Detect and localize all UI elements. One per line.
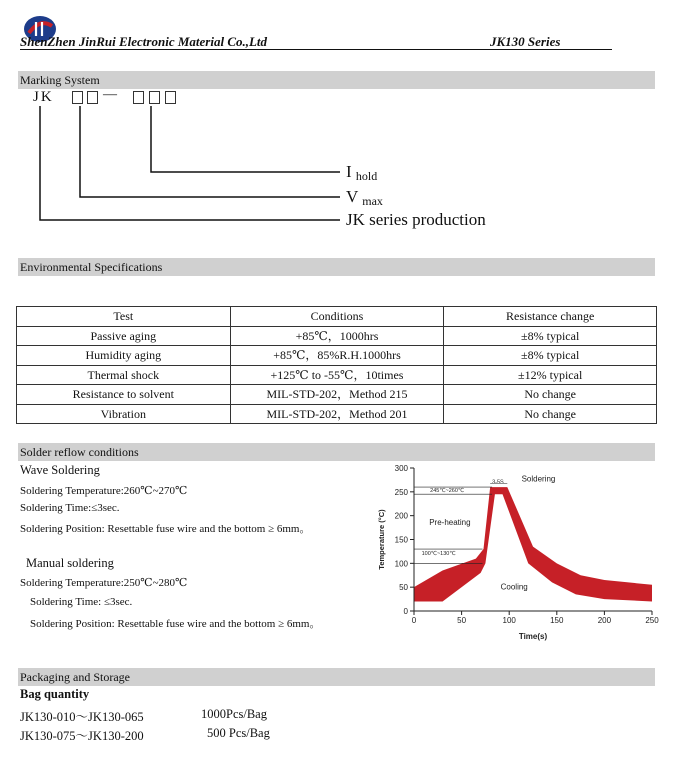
chart-annotation: 100℃~130℃ [421, 550, 456, 557]
environment-section-title: Environmental Specifications [18, 258, 655, 276]
table-header-row [17, 307, 657, 327]
wave-soldering-time: Soldering Time:≤3sec. [20, 502, 120, 514]
environment-table [16, 306, 657, 424]
y-tick-label: 200 [394, 511, 408, 521]
company-name: ShenZhen JinRui Electronic Material Co.,Ltd [20, 34, 268, 49]
y-tick-label: 100 [394, 559, 408, 569]
table-row [17, 346, 657, 366]
x-axis-label: Time(s) [518, 632, 548, 641]
manual-soldering-position: Soldering Position: Resettable fuse wire and the bottom ≥ 6mm。 [30, 618, 321, 630]
x-tick-label: 200 [597, 616, 612, 625]
bag-qty-2: 500 Pcs/Bag [207, 726, 270, 740]
y-tick-label: 0 [403, 607, 408, 616]
marking-leader-lines [0, 0, 675, 240]
x-tick-label: 0 [411, 616, 417, 625]
marking-section-title: Marking System [18, 71, 655, 89]
cell-conditions: MIL-STD-202，Method 201 [230, 404, 444, 424]
chart-annotation: Cooling [500, 582, 528, 592]
bag-range-2: JK130-075～JK130-200 [20, 729, 144, 743]
chart-annotation: Pre-heating [429, 518, 471, 528]
bag-range-1: JK130-010～JK130-065 [20, 710, 144, 724]
cell-test: Vibration [17, 404, 231, 424]
y-axis-label: Temperature (°C) [377, 509, 386, 570]
wave-soldering-heading: Wave Soldering [20, 463, 100, 477]
y-tick-label: 50 [399, 583, 408, 593]
table-row [17, 385, 657, 405]
manual-soldering-time: Soldering Time: ≤3sec. [30, 596, 133, 608]
table-row [17, 326, 657, 346]
reflow-profile-band [414, 487, 652, 601]
y-tick-label: 300 [394, 464, 408, 473]
x-tick-label: 250 [645, 616, 659, 625]
cell-test: Thermal shock [17, 365, 231, 385]
cell-test: Resistance to solvent [17, 385, 231, 405]
chart-annotation: Soldering [521, 474, 556, 484]
marking-prefix: JK [33, 89, 54, 105]
header-resistance-change: Resistance change [444, 307, 657, 327]
label-i-hold: I $_{hold}$ [346, 162, 378, 183]
packaging-section-title: Packaging and Storage [18, 668, 655, 686]
cell-test: Humidity aging [17, 346, 231, 366]
reflow-profile-chart [372, 458, 662, 648]
cell-conditions: +125℃ to -55℃，10times [230, 365, 444, 385]
chart-annotation: 3-5S [492, 479, 504, 486]
table-row [17, 365, 657, 385]
cell-conditions: MIL-STD-202，Method 215 [230, 385, 444, 405]
y-tick-label: 250 [394, 487, 408, 497]
cell-resistance: ±12% typical [444, 365, 657, 385]
label-jk-series: JK series production [346, 210, 486, 229]
cell-test: Passive aging [17, 326, 231, 346]
solder-section-title: Solder reflow conditions [18, 443, 655, 461]
x-tick-label: 100 [502, 616, 516, 625]
manual-soldering-heading: Manual soldering [26, 556, 114, 570]
cell-resistance: ±8% typical [444, 326, 657, 346]
cell-resistance: ±8% typical [444, 346, 657, 366]
marking-dash: — [103, 87, 117, 102]
bag-qty-1: 1000Pcs/Bag [201, 707, 267, 721]
y-tick-label: 150 [394, 535, 408, 545]
cell-conditions: +85℃，85%R.H.1000hrs [230, 346, 444, 366]
table-row [17, 404, 657, 424]
wave-soldering-temp: Soldering Temperature:260℃~270℃ [20, 485, 188, 497]
wave-soldering-position: Soldering Position: Resettable fuse wire and the bottom ≥ 6mm。 [20, 523, 311, 535]
cell-conditions: +85℃，1000hrs [230, 326, 444, 346]
chart-annotation: 245℃~260℃ [430, 487, 465, 494]
header-conditions: Conditions [230, 307, 444, 327]
cell-resistance: No change [444, 385, 657, 405]
cell-resistance: No change [444, 404, 657, 424]
x-tick-label: 50 [457, 616, 467, 625]
label-v-max: V $_{max}$ [346, 187, 383, 208]
x-tick-label: 150 [550, 616, 564, 625]
bag-quantity-heading: Bag quantity [20, 687, 90, 701]
series-title: JK130 Series [490, 34, 561, 49]
header-test: Test [17, 307, 231, 327]
manual-soldering-temp: Soldering Temperature:250℃~280℃ [20, 577, 188, 589]
